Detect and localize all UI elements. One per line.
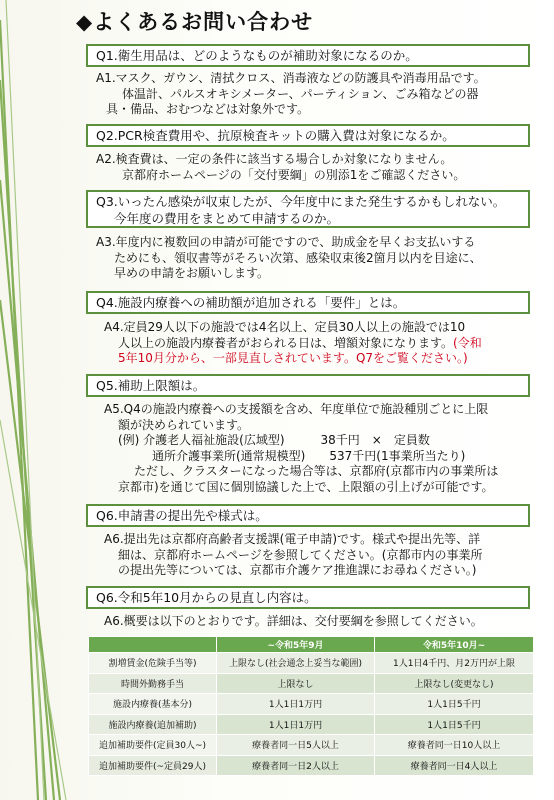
table-row [89,673,534,694]
answer-3 [96,235,536,282]
table-row [89,755,534,776]
table-header-blank [89,637,217,653]
table-row [89,653,534,674]
answer-1 [96,71,536,118]
question-3 [86,190,530,228]
answer-line: A2.検査費は、一定の条件に該当する場合しか対象になりません。 [96,152,453,166]
row-label: 追加補助要件(定員30人~) [89,735,217,756]
answer-6-revision [104,614,544,630]
answer-line: A6.概要は以下のとおりです。詳細は、交付要綱を参照してください。 [104,614,483,628]
cell-before: 上限なし [217,673,375,694]
cell-after: 1人1日5千円 [375,714,534,735]
question-5: Q5.補助上限額は。 [86,374,530,397]
answer-line: 京都市)を通じて国に個別協議した上で、上限額の引上げが可能です。 [118,479,494,494]
answer-line: ためにも、領収書等がそろい次第、感染収束後2箇月以内を目途に、 [114,250,482,265]
answer-4 [104,320,544,367]
answer-6 [104,532,544,579]
revision-table [88,636,534,776]
row-label: 時間外勤務手当 [89,673,217,694]
question-2: Q2.PCR検査費用や、抗原検査キットの購入費は対象になるか。 [86,124,530,147]
row-label: 追加補助要件(~定員29人) [89,755,217,776]
answer-line: の提出先等については、京都市介護ケア推進課にお尋ねください。) [118,563,477,577]
revision-note: 5年10月分から、一部見直しされています。Q7をご覧ください。) [118,351,468,365]
answer-2 [96,152,536,183]
cell-before: 上限なし(社会通念上妥当な範囲) [217,653,375,674]
table-row [89,714,534,735]
cell-after: 1人1日5千円 [375,694,534,715]
revision-note: (令和 [453,335,482,350]
table-row [89,694,534,715]
cell-before: 療養者同一日5人以上 [217,735,375,756]
answer-line: 具・備品、おむつなどは対象外です。 [106,102,310,116]
answer-line: 京都府ホームページの「交付要綱」の別添1をご確認ください。 [122,167,466,182]
cell-after: 療養者同一日10人以上 [375,735,534,756]
question-line: Q3.いったん感染が収束したが、今年度中にまた発生するかもしれない。 [96,194,506,209]
answer-line: A6.提出先は京都府高齢者支援課(電子申請)です。様式や提出先等、詳 [104,532,481,546]
question-6-revision: Q6.令和5年10月からの見直し内容は。 [86,586,530,609]
row-label: 施設内療養(基本分) [89,694,217,715]
page-title: ◆よくあるお問い合わせ [76,10,314,34]
answer-line: A5.Q4の施設内療養への支援額を含め、年度単位で施設種別ごとに上限 [104,402,489,416]
answer-5 [104,402,544,495]
answer-line: 額が決められています。 [118,417,250,432]
table-header-after: 令和5年10月~ [375,637,534,653]
answer-line: A3.年度内に複数回の申請が可能ですので、助成金を早くお支払いする [96,235,476,249]
row-label: 割増賃金(危険手当等) [89,653,217,674]
answer-line: 早めの申請をお願いします。 [114,266,270,280]
answer-line: 細は、京都府ホームページを参照してください。(京都市内の事業所 [118,547,483,562]
cell-after: 1人1日4千円、月2万円が上限 [375,653,534,674]
cell-after: 療養者同一日4人以上 [375,755,534,776]
answer-line: A4.定員29人以下の施設では4名以上、定員30人以上の施設では10 [104,320,466,334]
answer-line: (例) 介護老人福祉施設(広域型) 38千円 × 定員数 [118,433,430,447]
answer-line: 通所介護事業所(通常規模型) 537千円(1事業所当たり) [152,448,466,463]
cell-after: 上限なし(変更なし) [375,673,534,694]
cell-before: 1人1日1万円 [217,714,375,735]
question-4: Q4.施設内療養への補助額が追加される「要件」とは。 [86,291,530,314]
table-row [89,735,534,756]
question-1: Q1.衛生用品は、どのようなものが補助対象になるのか。 [86,44,530,67]
cell-before: 療養者同一日2人以上 [217,755,375,776]
answer-line: 体温計、パルスオキシメーター、パーティション、ごみ箱などの器 [122,86,479,101]
table-header-before: ~令和5年9月 [217,637,375,653]
cell-before: 1人1日1万円 [217,694,375,715]
row-label: 施設内療養(追加補助) [89,714,217,735]
question-6: Q6.申請書の提出先や様式は。 [86,504,530,527]
answer-line: ただし、クラスターになった場合等は、京都府(京都市内の事業所は [134,464,499,478]
answer-line: A1.マスク、ガウン、清拭クロス、消毒液などの防護具や消毒用品です。 [96,71,486,85]
table-header-row [89,637,534,653]
question-line: 今年度の費用をまとめて申請するのか。 [114,211,340,226]
answer-line: 人以上の施設内療養者がおられる日は、増額対象になります。 [118,335,454,350]
